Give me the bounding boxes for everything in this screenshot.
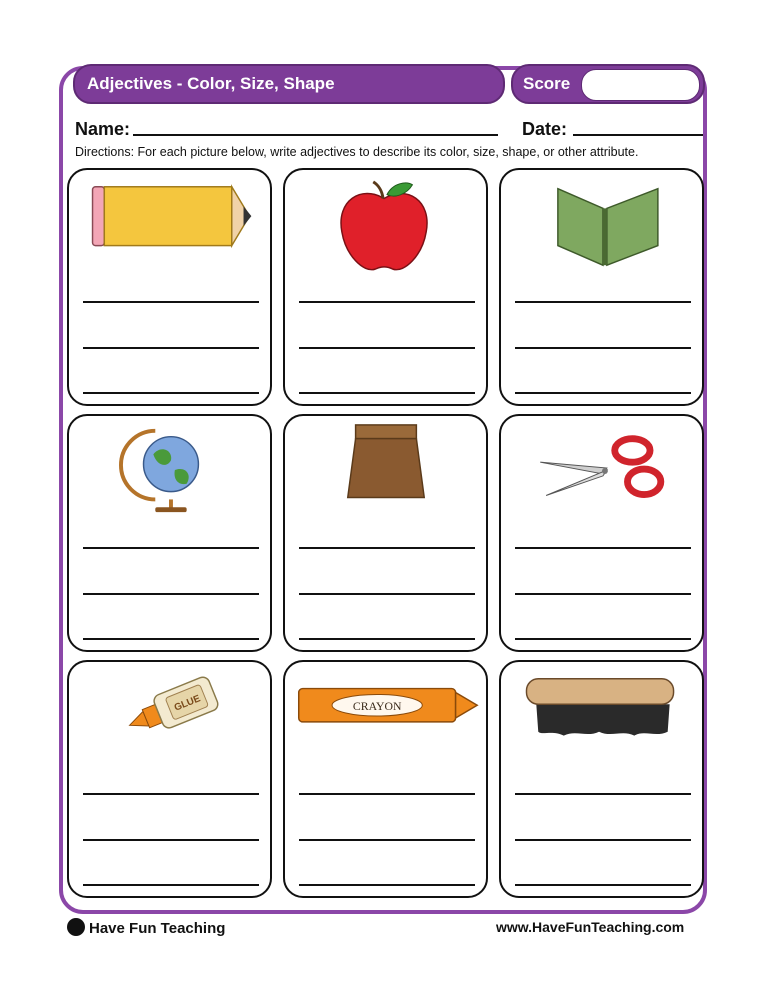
answer-line-3[interactable] [83, 638, 259, 640]
crayon-label: CRAYON [352, 700, 402, 714]
name-label: Name: [75, 119, 131, 139]
brand-logo-icon [67, 918, 85, 936]
date-label: Date: [522, 119, 568, 139]
card-glue [67, 660, 272, 898]
answer-line-2[interactable] [515, 593, 691, 595]
answer-line-2[interactable] [515, 347, 691, 349]
answer-line-2[interactable] [299, 839, 475, 841]
scissors-icon [501, 416, 702, 526]
card-pencil [67, 168, 272, 406]
card-crayon [283, 660, 488, 898]
brand-name: Have Fun Teaching [89, 920, 226, 937]
answer-line-1[interactable] [515, 301, 691, 303]
answer-line-1[interactable] [83, 793, 259, 795]
answer-line-1[interactable] [83, 301, 259, 303]
answer-line-1[interactable] [299, 301, 475, 303]
answer-line-2[interactable] [83, 347, 259, 349]
book-icon [501, 170, 702, 280]
directions-text: Directions: For each picture below, write adjectives to describe its color, size, shape, or other attribute. [75, 145, 639, 159]
apple-icon [285, 170, 486, 280]
glue-label: GLUE [172, 693, 203, 714]
card-apple [283, 168, 488, 406]
card-paper-bag [283, 414, 488, 652]
answer-line-1[interactable] [299, 793, 475, 795]
name-field[interactable] [133, 134, 498, 136]
answer-line-2[interactable] [299, 593, 475, 595]
pencil-icon [69, 170, 270, 280]
answer-line-3[interactable] [515, 638, 691, 640]
answer-line-2[interactable] [299, 347, 475, 349]
answer-line-2[interactable] [83, 593, 259, 595]
answer-line-3[interactable] [83, 392, 259, 394]
answer-line-3[interactable] [515, 884, 691, 886]
footer-url[interactable]: www.HaveFunTeaching.com [496, 919, 685, 935]
answer-line-3[interactable] [83, 884, 259, 886]
card-brush [499, 660, 704, 898]
score-label: Score [523, 74, 571, 93]
brush-icon [501, 662, 702, 772]
answer-line-3[interactable] [515, 392, 691, 394]
footer-brand [67, 918, 225, 937]
answer-line-2[interactable] [83, 839, 259, 841]
paper-bag-icon [285, 416, 486, 526]
answer-line-3[interactable] [299, 392, 475, 394]
answer-line-1[interactable] [299, 547, 475, 549]
score-banner [511, 64, 705, 104]
crayon-icon [285, 662, 486, 772]
globe-icon [69, 416, 270, 526]
page-title: Adjectives - Color, Size, Shape [87, 74, 335, 93]
answer-line-1[interactable] [83, 547, 259, 549]
answer-line-2[interactable] [515, 839, 691, 841]
score-field[interactable] [581, 69, 700, 101]
card-globe [67, 414, 272, 652]
date-field[interactable] [573, 134, 703, 136]
card-scissors [499, 414, 704, 652]
answer-line-1[interactable] [515, 793, 691, 795]
answer-line-3[interactable] [299, 638, 475, 640]
answer-line-3[interactable] [299, 884, 475, 886]
title-banner [73, 64, 505, 104]
card-book [499, 168, 704, 406]
answer-line-1[interactable] [515, 547, 691, 549]
glue-bottle-icon [69, 662, 270, 772]
